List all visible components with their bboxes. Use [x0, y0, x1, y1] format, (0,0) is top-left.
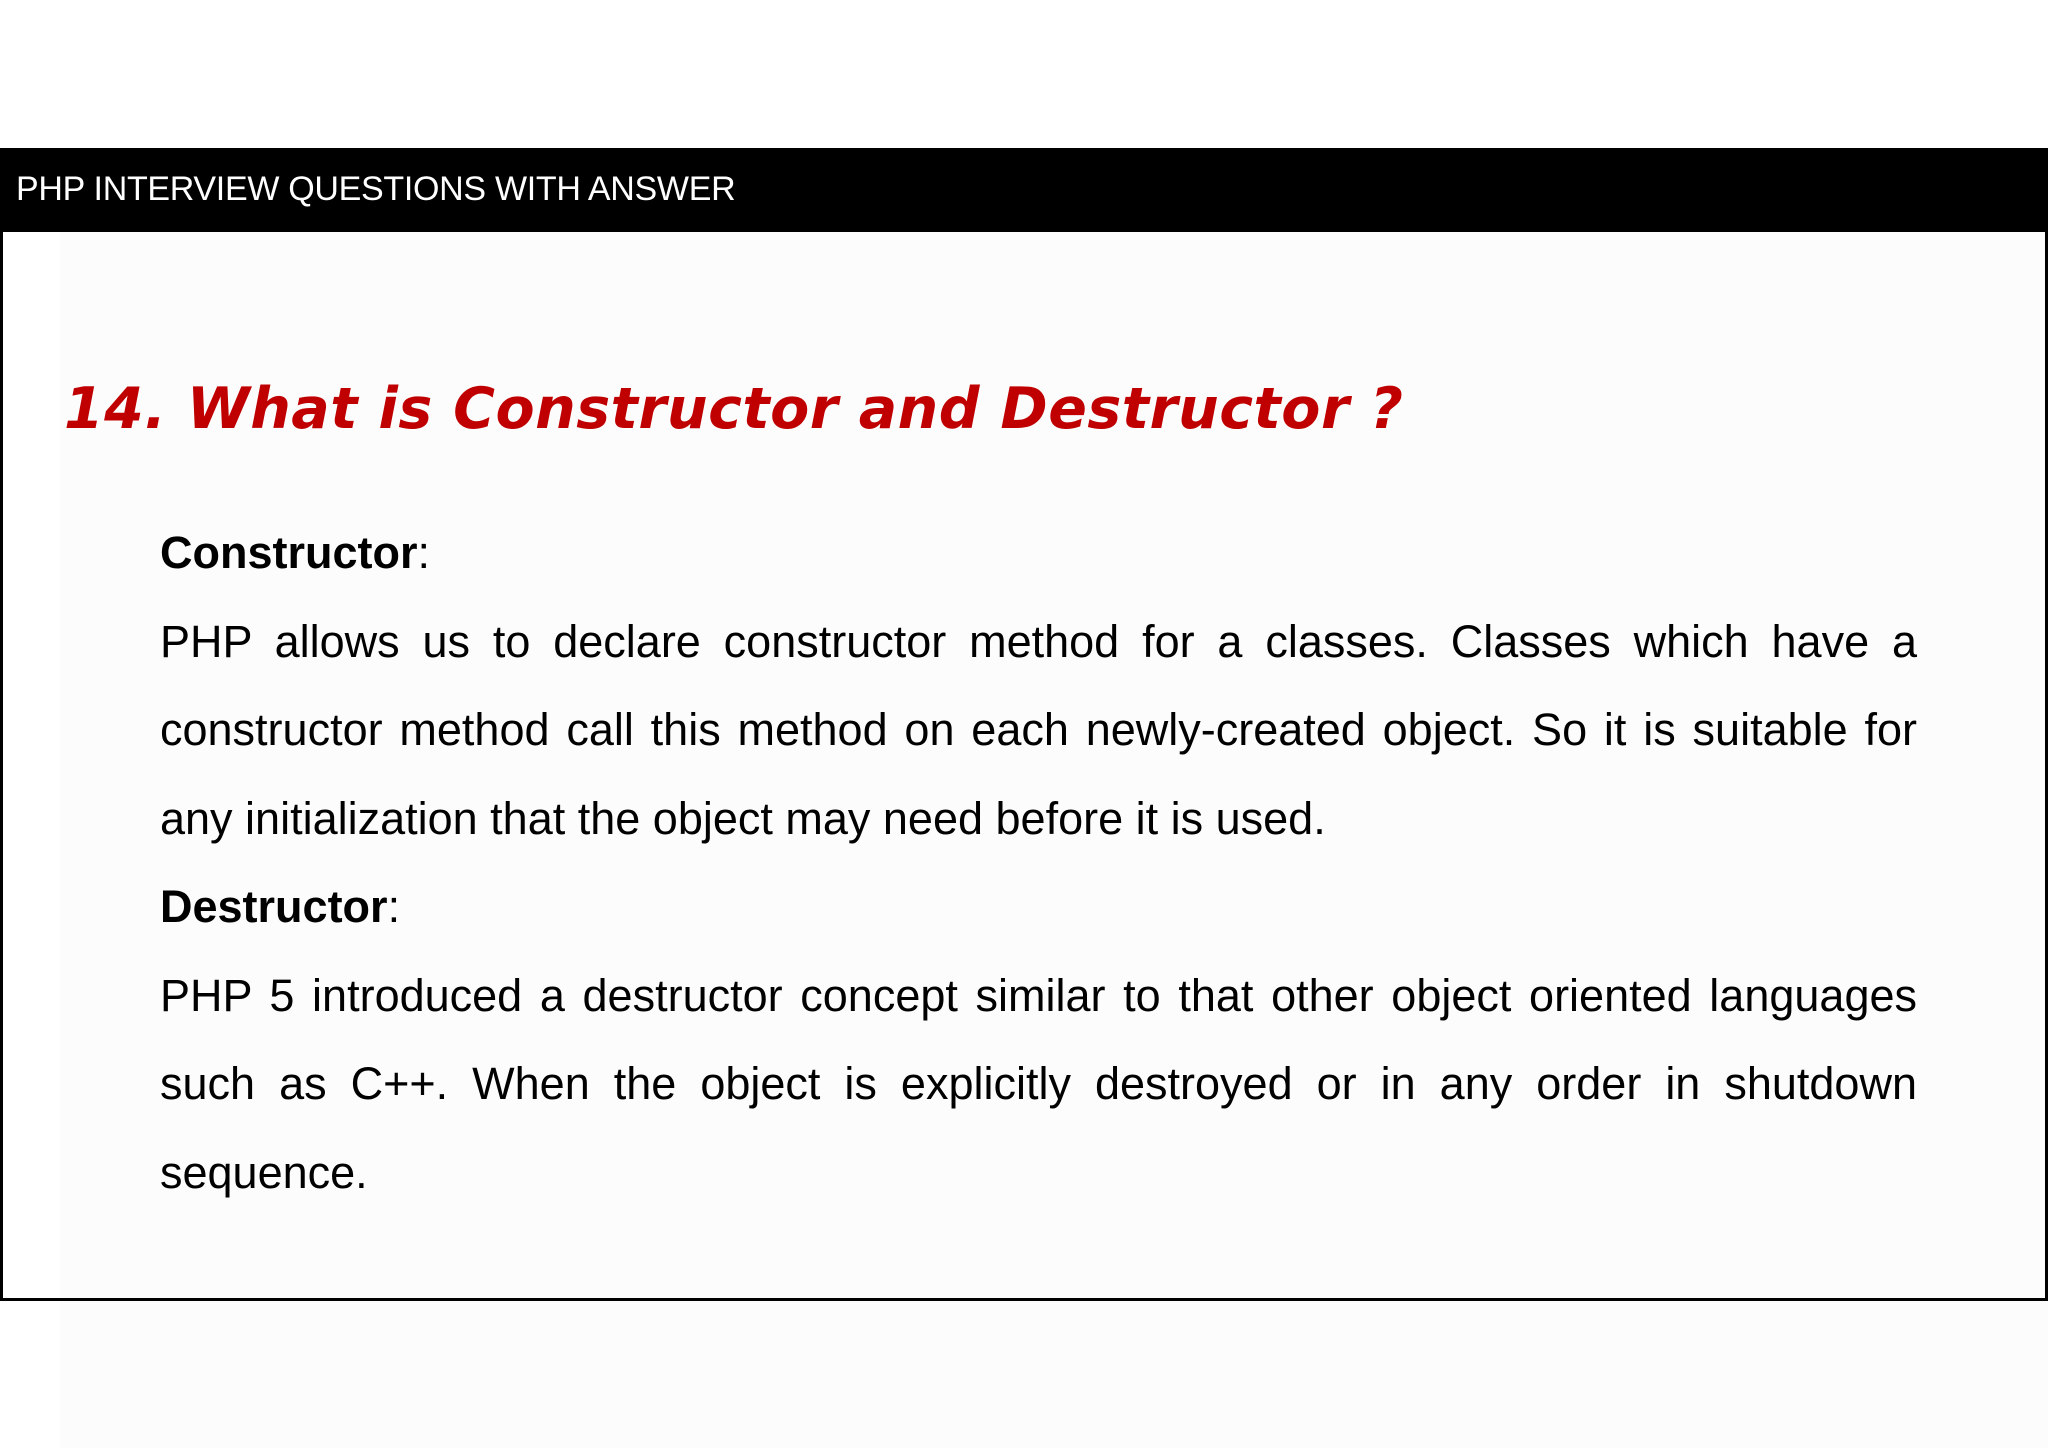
destructor-heading [160, 863, 1917, 952]
slide [0, 148, 2048, 1301]
top-margin [0, 0, 2048, 148]
destructor-heading-label: Destructor [160, 881, 388, 932]
constructor-heading-colon: : [417, 527, 431, 578]
question-title: 14. What is Constructor and Destructor ? [64, 376, 1404, 442]
constructor-heading [160, 509, 1917, 598]
destructor-heading-colon: : [387, 881, 401, 932]
header-title: PHP INTERVIEW QUESTIONS WITH ANSWER [16, 170, 736, 208]
bottom-margin [0, 1301, 2048, 1448]
constructor-paragraph: PHP allows us to declare constructor method for a classes. Classes which have a constructor method call this method on each newly-created object. So it is suitable for any initialization that the object may need before it is used. [160, 615, 1917, 844]
destructor-paragraph: PHP 5 introduced a destructor concept similar to that other object oriented languages such as C++. When the object is explicitly destroyed or in any order in shutdown sequence. [160, 969, 1917, 1198]
header-bar [0, 148, 2048, 232]
constructor-heading-label: Constructor [160, 527, 418, 578]
answer-body [160, 509, 1917, 1217]
